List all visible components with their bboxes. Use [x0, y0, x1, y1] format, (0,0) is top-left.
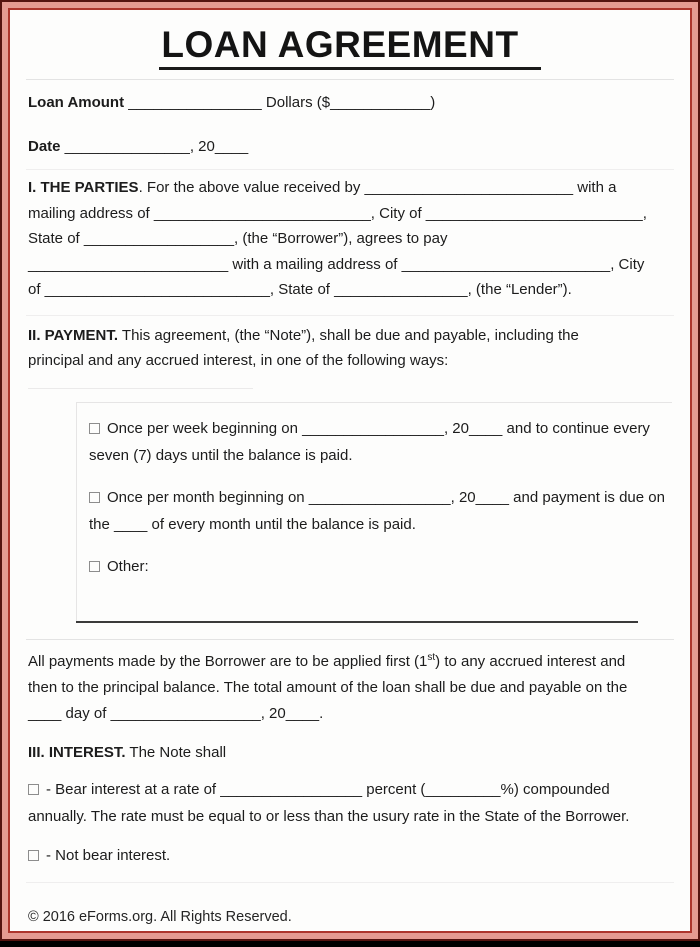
option-once-per-week-cont: seven (7) days until the balance is paid. [89, 447, 353, 464]
payment-heading: II. PAYMENT. [28, 326, 119, 344]
once-per-week-checkbox[interactable] [89, 423, 100, 434]
parties-line [28, 175, 672, 201]
interest-line [28, 776, 672, 803]
other-checkbox[interactable] [89, 561, 100, 572]
other-answer-line [76, 621, 638, 623]
option-text: Other: [107, 558, 149, 575]
bear-interest-checkbox[interactable] [28, 784, 39, 795]
payment-section [28, 323, 672, 400]
interest-option-bear [28, 776, 672, 830]
section-divider [26, 882, 674, 883]
interest-text: - Bear interest at a rate of _________________ percent (_________%) compounded [46, 781, 610, 798]
date-blank: _______________, 20____ [60, 138, 249, 155]
application-text: All payments made by the Borrower are to be applied first (1 [28, 653, 428, 670]
title-wrap [28, 24, 672, 70]
not-bear-interest-checkbox[interactable] [28, 850, 39, 861]
section-divider [26, 79, 674, 80]
date-label: Date [28, 138, 61, 155]
faint-rule [28, 388, 253, 389]
option-once-per-month [89, 484, 672, 511]
interest-heading-text: The Note shall [125, 744, 227, 761]
interest-heading: III. INTEREST. [28, 744, 126, 761]
application-text: ) to any accrued interest and [435, 653, 626, 670]
interest-line: annually. The rate must be equal to or less than the usury rate in the State of the Borrower. [28, 808, 630, 825]
section-divider [26, 315, 674, 316]
option-text: Once per week beginning on _________________, 20____ and to continue every [107, 420, 650, 437]
application-line: then to the principal balance. The total amount of the loan shall be due and payable on the [28, 679, 628, 696]
frame-band [2, 2, 698, 939]
document-page [8, 8, 692, 933]
parties-line: of ___________________________, State of ________________, (the “Lender”). [28, 281, 572, 298]
option-once-per-week [89, 415, 672, 442]
payments-application-paragraph [28, 645, 672, 727]
payment-options-box [76, 402, 672, 623]
parties-line: State of __________________, (the “Borrower”), agrees to pay [28, 230, 448, 247]
parties-line: mailing address of __________________________, City of __________________________, [28, 204, 647, 222]
date-line [28, 138, 672, 155]
interest-option-not-bear [28, 843, 672, 869]
loan-amount-line [28, 94, 672, 111]
option-text: Once per month beginning on _________________, 20____ and payment is due on [107, 489, 665, 506]
payment-line [28, 323, 672, 349]
parties-section [28, 175, 672, 303]
payment-text: This agreement, (the “Note”), shall be due and payable, including the [118, 326, 579, 344]
interest-section-heading [28, 744, 672, 761]
superscript-st: st [427, 652, 436, 663]
loan-amount-blank: ________________ Dollars ($____________) [124, 94, 436, 111]
interest-text: - Not bear interest. [46, 847, 171, 864]
copyright-footer: © 2016 eForms.org. All Rights Reserved. [28, 909, 292, 925]
parties-text: . For the above value received by _________________________ with a [138, 179, 617, 196]
page-title: LOAN AGREEMENT [159, 24, 540, 70]
payment-line [28, 348, 672, 399]
option-other [89, 553, 672, 580]
application-line: ____ day of __________________, 20____. [28, 705, 324, 722]
payment-text: principal and any accrued interest, in one of the following ways: [28, 352, 449, 369]
application-line [28, 645, 672, 675]
section-divider [26, 639, 674, 640]
section-divider [26, 169, 674, 170]
parties-line: ________________________ with a mailing address of _________________________, City [28, 255, 645, 273]
parties-heading: I. THE PARTIES [28, 179, 139, 196]
once-per-month-checkbox[interactable] [89, 492, 100, 503]
option-once-per-month-cont: the ____ of every month until the balance is paid. [89, 516, 416, 533]
loan-amount-label: Loan Amount [28, 94, 125, 111]
